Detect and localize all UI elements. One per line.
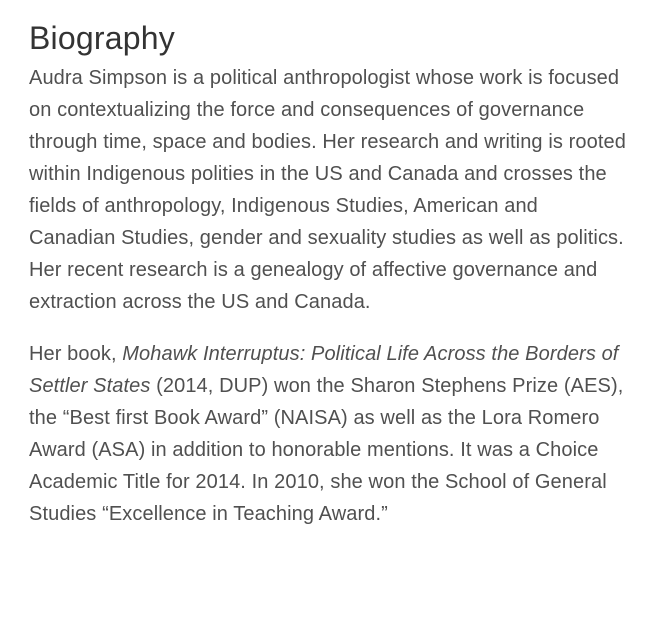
biography-section bbox=[29, 18, 629, 530]
bio-paragraph-research: Audra Simpson is a political anthropologist whose work is focused on contextualizing the force and consequences of governance through time, space and bodies. Her research and writing is rooted within Indigenous polities in the US and Canada and crosses the fields of anthropology, Indigenous Studies, American and Canadian Studies, gender and sexuality studies as well as politics. Her recent research is a genealogy of affective governance and extraction across the US and Canada. bbox=[29, 67, 626, 313]
paragraph-lead-text: Her book, bbox=[29, 343, 123, 365]
book-title: Mohawk Interruptus: Political Life Across the Borders of Settler States bbox=[29, 343, 619, 397]
bio-paragraph-awards bbox=[29, 338, 629, 530]
section-title: Biography bbox=[29, 20, 175, 56]
paragraph-rest-text: (2014, DUP) won the Sharon Stephens Prize (AES), the “Best first Book Award” (NAISA) as well as the Lora Romero Award (ASA) in addition to honorable mentions. It was a Choice Academic Title for 2014. In 2010, she won the School of General Studies “Excellence in Teaching Award.” bbox=[29, 375, 624, 525]
